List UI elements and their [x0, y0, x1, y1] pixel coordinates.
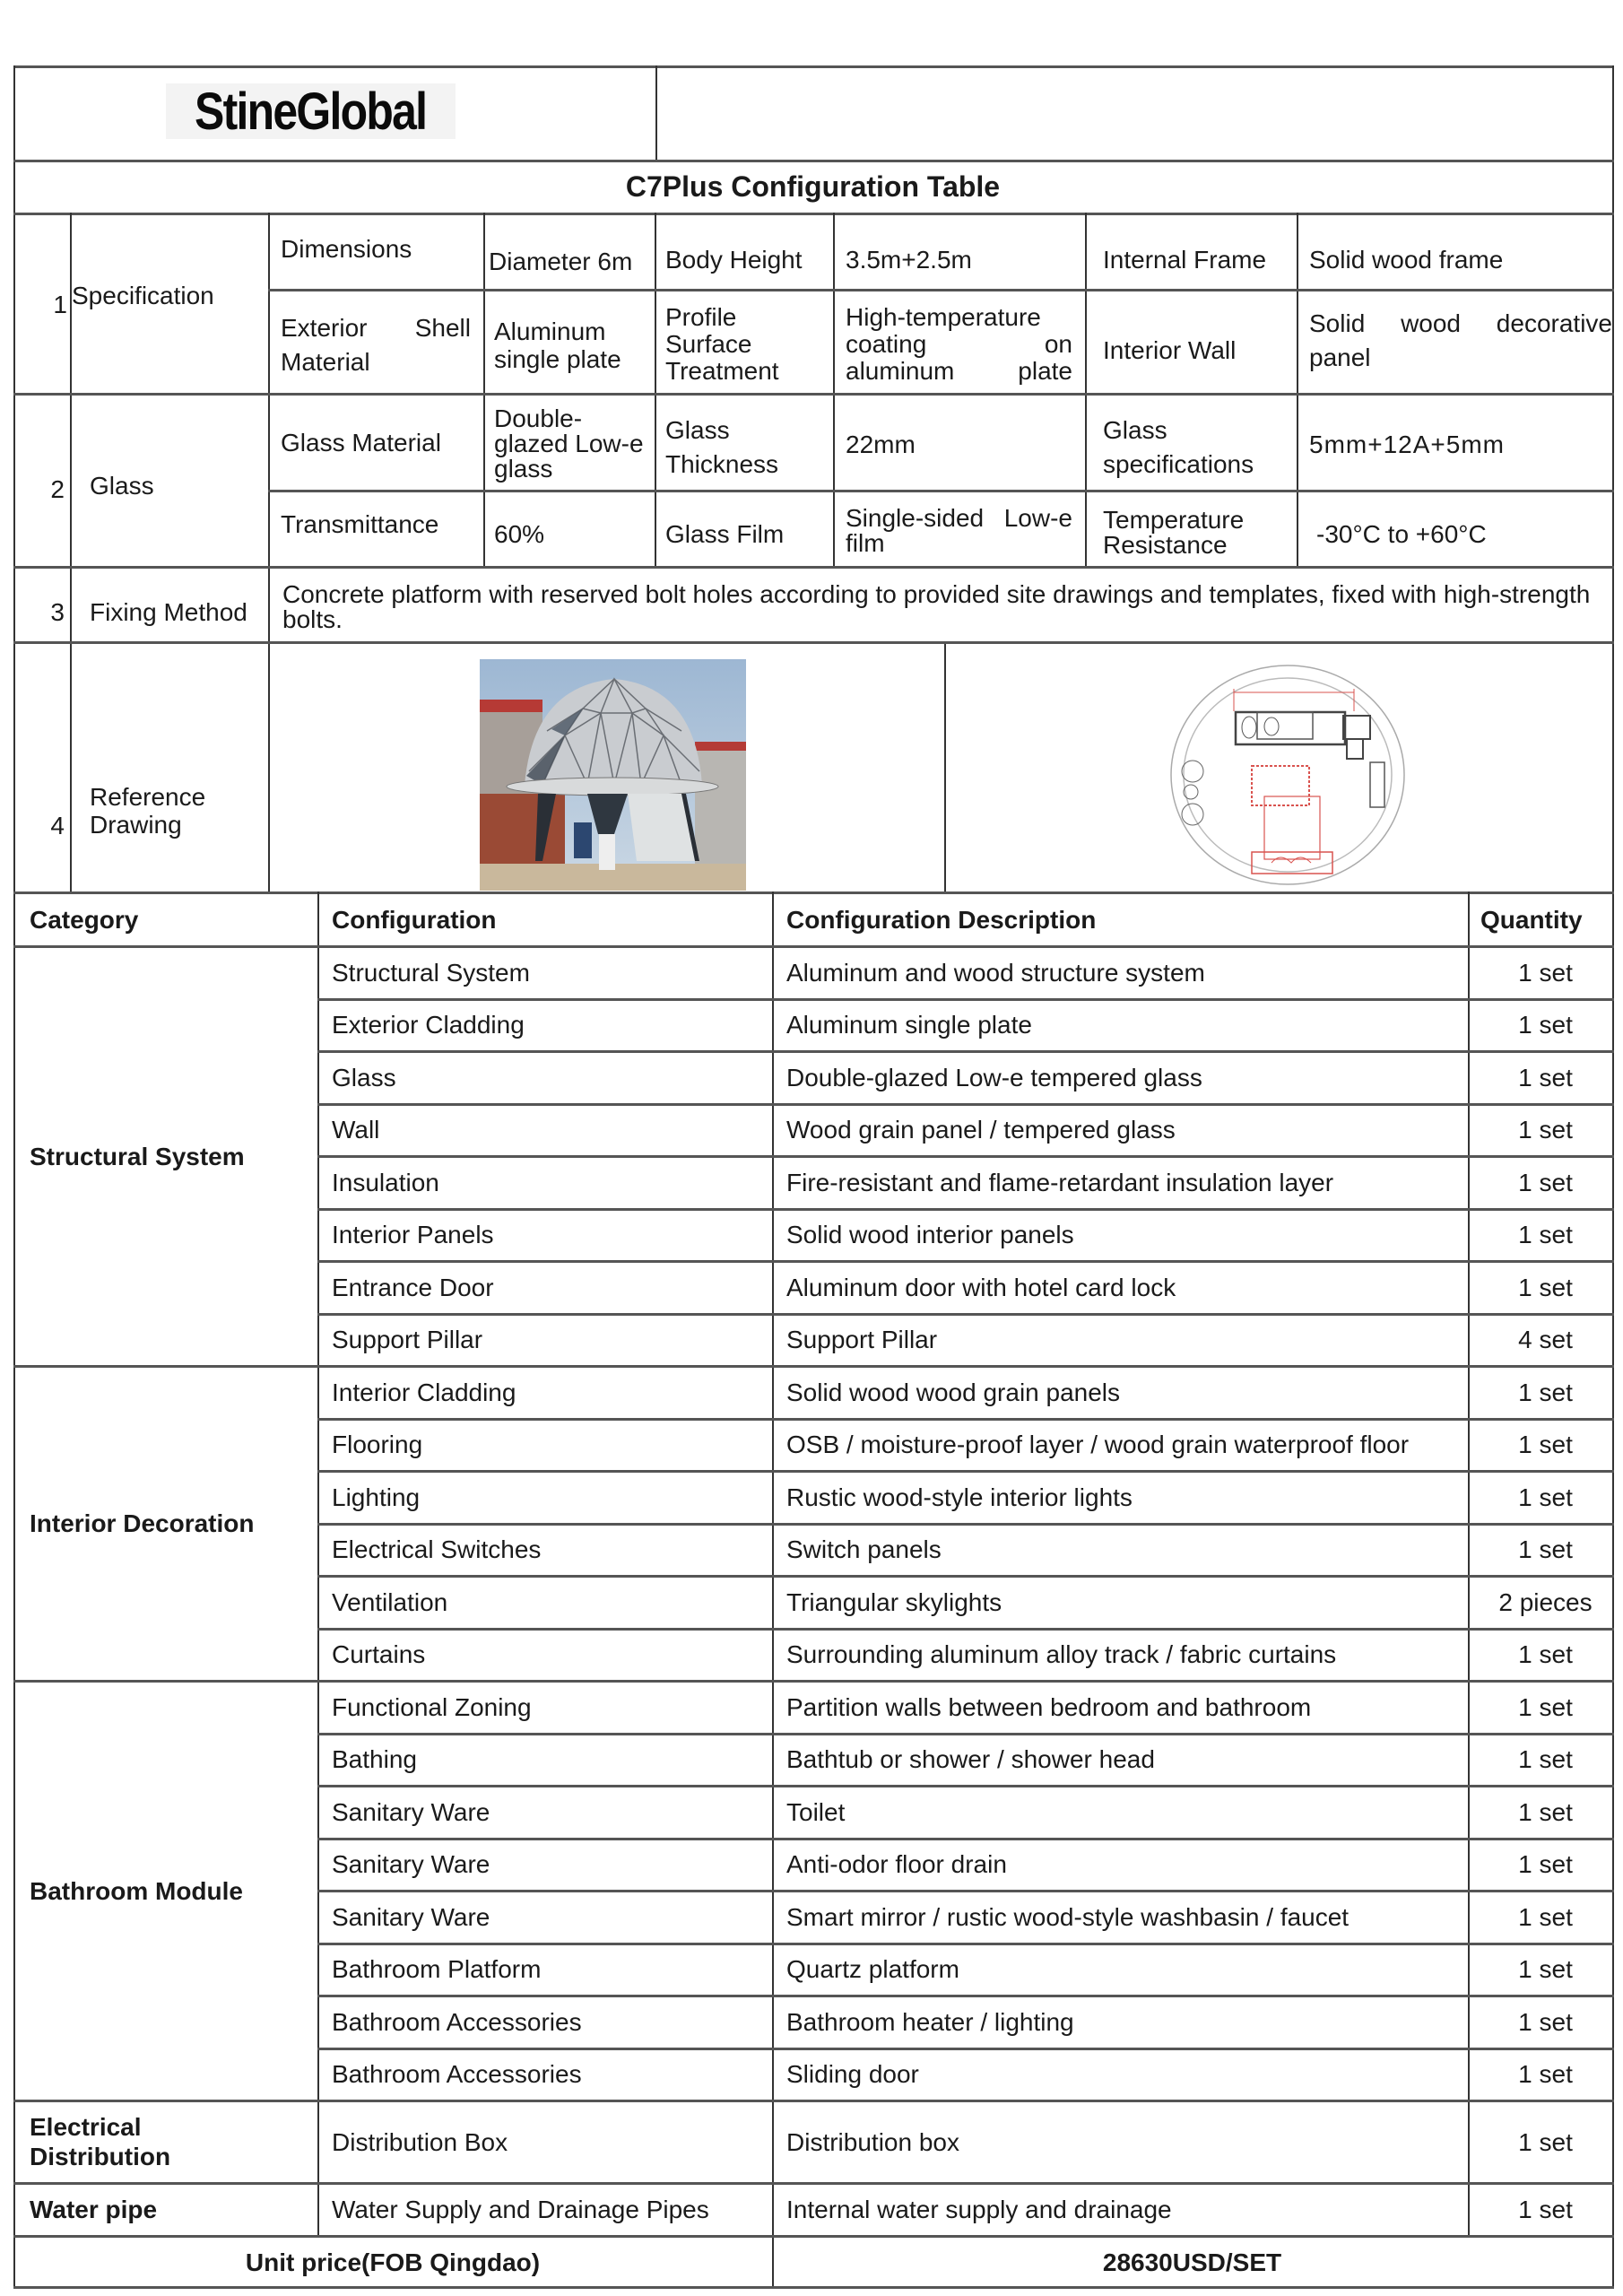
category-cell: Interior Decoration — [30, 1509, 255, 1537]
description-cell: Sliding door — [786, 2060, 919, 2089]
spec-value: Diameter 6m — [489, 247, 633, 275]
description-cell: Bathroom heater / lighting — [786, 2007, 1074, 2036]
description-cell: Wood grain panel / tempered glass — [786, 1116, 1176, 1144]
section-label-specification: Specification — [72, 281, 214, 309]
description-cell: Solid wood interior panels — [786, 1221, 1074, 1249]
spec-value: 3.5m+2.5m — [846, 245, 972, 274]
row-line — [13, 2286, 1614, 2289]
spec-value: Aluminum single plate — [494, 317, 621, 373]
category-cell: Bathroom Module — [30, 1876, 243, 1905]
column-header-configuration: Configuration — [332, 905, 497, 934]
spec-value: Solid wood decorative panel — [1309, 309, 1612, 371]
floor-plan-drawing — [1166, 662, 1410, 888]
configuration-cell: Ventilation — [332, 1587, 448, 1616]
spec-label: Glass specifications — [1103, 416, 1254, 478]
quantity-cell: 1 set — [1518, 2060, 1573, 2089]
configuration-cell: Electrical Switches — [332, 1535, 542, 1564]
quantity-cell: 1 set — [1518, 1431, 1573, 1459]
configuration-cell: Distribution Box — [332, 2127, 508, 2156]
quantity-cell: 1 set — [1518, 1011, 1573, 1039]
spec-label: Dimensions — [281, 234, 412, 263]
logo-divider — [655, 65, 657, 161]
category-cell: Structural System — [30, 1142, 245, 1170]
unit-price-label: Unit price(FOB Qingdao) — [245, 2248, 541, 2276]
unit-price-value: 28630USD/SET — [1102, 2248, 1282, 2276]
quantity-cell: 1 set — [1518, 1063, 1573, 1091]
section-label-glass: Glass — [90, 471, 154, 500]
quantity-cell: 1 set — [1518, 2127, 1573, 2156]
row-line — [13, 641, 1614, 644]
quantity-cell: 1 set — [1518, 1221, 1573, 1249]
configuration-cell: Insulation — [332, 1168, 439, 1196]
spec-value: Solid wood frame — [1309, 245, 1504, 274]
quantity-cell: 1 set — [1518, 1273, 1573, 1301]
configuration-cell: Glass — [332, 1063, 396, 1091]
spec-value: -30°C to +60°C — [1316, 519, 1487, 548]
section-label-reference-drawing: Reference Drawing — [90, 783, 206, 839]
quantity-cell: 1 set — [1518, 1955, 1573, 1984]
configuration-cell: Interior Cladding — [332, 1378, 516, 1406]
spec-label: Glass Film — [665, 519, 785, 548]
row-number: 3 — [50, 597, 65, 626]
spec-value: Double-glazed Low-e glass — [494, 404, 644, 483]
category-cell: Water pipe — [30, 2196, 158, 2223]
spec-label: Exterior Shell Material — [281, 314, 471, 376]
description-cell: Internal water supply and drainage — [786, 2196, 1172, 2223]
configuration-cell: Functional Zoning — [332, 1692, 532, 1721]
quantity-cell: 1 set — [1518, 958, 1573, 987]
quantity-cell: 1 set — [1518, 1640, 1573, 1669]
description-cell: Quartz platform — [786, 1955, 959, 1984]
section-label-fixing-method: Fixing Method — [90, 597, 247, 626]
description-cell: Toilet — [786, 1797, 846, 1826]
description-cell: Bathtub or shower / shower head — [786, 1745, 1155, 1774]
spec-label: Internal Frame — [1103, 245, 1267, 274]
spec-label: Glass Material — [281, 428, 441, 457]
page-title: C7Plus Configuration Table — [625, 170, 1001, 203]
spec-value: High-temperature coating on aluminum plate — [846, 303, 1072, 385]
quantity-cell: 1 set — [1518, 1797, 1573, 1826]
spec-label: Body Height — [665, 245, 803, 274]
border-top — [13, 65, 1614, 68]
row-number: 4 — [50, 811, 65, 839]
configuration-cell: Bathroom Accessories — [332, 2060, 582, 2089]
column-header-quantity: Quantity — [1480, 905, 1583, 934]
configuration-cell: Bathroom Accessories — [332, 2007, 582, 2036]
quantity-cell: 1 set — [1518, 2007, 1573, 2036]
row-number: 2 — [50, 474, 65, 503]
configuration-cell: Sanitary Ware — [332, 1902, 490, 1931]
logo-text: StineGlobal — [195, 82, 427, 141]
description-cell: Aluminum single plate — [786, 1011, 1032, 1039]
fixing-method-text: Concrete platform with reserved bolt holes according to provided site drawings and templates, fixed with high-strength bolts. — [282, 580, 1591, 633]
description-cell: OSB / moisture-proof layer / wood grain waterproof floor — [786, 1431, 1410, 1459]
description-cell: Double-glazed Low-e tempered glass — [786, 1063, 1202, 1091]
quantity-cell: 2 pieces — [1498, 1587, 1593, 1616]
spec-label: Interior Wall — [1103, 335, 1237, 364]
spec-value: 22mm — [846, 430, 916, 458]
column-header-category: Category — [30, 905, 139, 934]
configuration-cell: Support Pillar — [332, 1326, 483, 1354]
description-cell: Switch panels — [786, 1535, 942, 1564]
configuration-cell: Water Supply and Drainage Pipes — [332, 2196, 709, 2223]
description-cell: Triangular skylights — [786, 1587, 1002, 1616]
description-cell: Surrounding aluminum alloy track / fabric curtains — [786, 1640, 1337, 1669]
spec-value: 5mm+12A+5mm — [1309, 430, 1505, 458]
description-cell: Partition walls between bedroom and bathroom — [786, 1692, 1312, 1721]
quantity-cell: 1 set — [1518, 1850, 1573, 1879]
quantity-cell: 1 set — [1518, 1483, 1573, 1511]
category-cell: Electrical Distribution — [30, 2113, 171, 2170]
description-cell: Distribution box — [786, 2127, 959, 2156]
border-right — [1612, 65, 1614, 2288]
spec-label: Glass Thickness — [665, 416, 779, 478]
column-header-description: Configuration Description — [786, 905, 1097, 934]
quantity-cell: 1 set — [1518, 2196, 1573, 2223]
configuration-cell: Wall — [332, 1116, 380, 1144]
logo — [166, 83, 456, 139]
quantity-cell: 1 set — [1518, 1535, 1573, 1564]
description-cell: Solid wood wood grain panels — [786, 1378, 1121, 1406]
configuration-cell: Bathing — [332, 1745, 417, 1774]
spec-label: Transmittance — [281, 509, 439, 538]
description-cell: Support Pillar — [786, 1326, 938, 1354]
configuration-cell: Bathroom Platform — [332, 1955, 542, 1984]
spec-label: Temperature Resistance — [1103, 506, 1245, 559]
quantity-cell: 1 set — [1518, 1168, 1573, 1196]
col-line — [944, 642, 946, 893]
description-cell: Rustic wood-style interior lights — [786, 1483, 1133, 1511]
spec-label: Profile Surface Treatment — [665, 303, 779, 385]
configuration-cell: Entrance Door — [332, 1273, 494, 1301]
spec-value: Single-sided Low-e film — [846, 504, 1072, 557]
configuration-cell: Curtains — [332, 1640, 426, 1669]
dome-photo — [480, 659, 746, 891]
spec-value: 60% — [494, 519, 545, 548]
quantity-cell: 1 set — [1518, 1116, 1573, 1144]
configuration-cell: Interior Panels — [332, 1221, 494, 1249]
configuration-cell: Flooring — [332, 1431, 423, 1459]
configuration-cell: Lighting — [332, 1483, 421, 1511]
quantity-cell: 1 set — [1518, 1378, 1573, 1406]
quantity-cell: 1 set — [1518, 1745, 1573, 1774]
description-cell: Aluminum door with hotel card lock — [786, 1273, 1176, 1301]
row-number: 1 — [53, 290, 67, 318]
description-cell: Anti-odor floor drain — [786, 1850, 1007, 1879]
quantity-cell: 1 set — [1518, 1692, 1573, 1721]
description-cell: Fire-resistant and flame-retardant insulation layer — [786, 1168, 1334, 1196]
description-cell: Smart mirror / rustic wood-style washbasin / faucet — [786, 1902, 1350, 1931]
description-cell: Aluminum and wood structure system — [786, 958, 1205, 987]
quantity-cell: 4 set — [1518, 1326, 1573, 1354]
configuration-cell: Structural System — [332, 958, 530, 987]
configuration-cell: Exterior Cladding — [332, 1011, 525, 1039]
configuration-cell: Sanitary Ware — [332, 1797, 490, 1826]
configuration-cell: Sanitary Ware — [332, 1850, 490, 1879]
row-line — [13, 393, 1614, 396]
row-line — [13, 566, 1614, 569]
quantity-cell: 1 set — [1518, 1902, 1573, 1931]
